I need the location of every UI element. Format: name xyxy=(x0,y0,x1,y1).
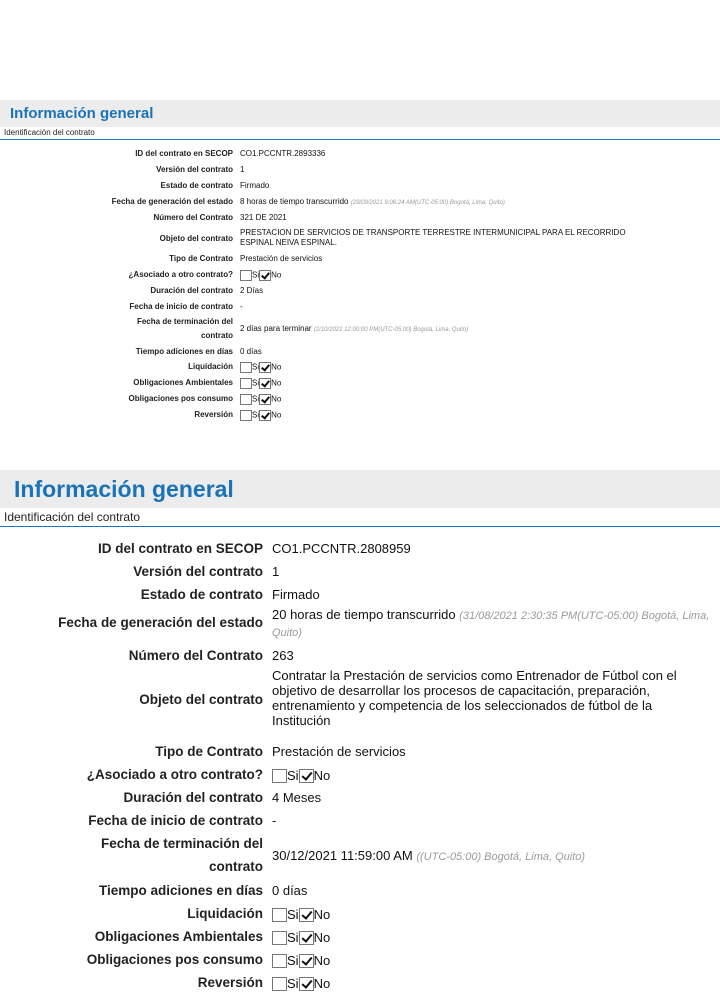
fecha-gen-text: 20 horas de tiempo transcurrido xyxy=(272,607,456,622)
field-value: 1 xyxy=(272,564,280,579)
field-label: Obligaciones pos consumo xyxy=(86,952,263,967)
checkbox-no-checked[interactable] xyxy=(259,410,271,421)
field-value: 4 Meses xyxy=(272,790,322,805)
field-value: PRESTACION DE SERVICIOS DE TRANSPORTE TERRESTRE INTERMUNICIPAL PARA EL RECORRIDO ESPINAL NEIVA ESPINAL. xyxy=(240,228,626,247)
option-si-label: Si xyxy=(252,362,260,372)
field-label: Fecha de inicio de contrato xyxy=(129,302,233,311)
checkbox-si[interactable] xyxy=(272,769,287,783)
option-no-label: No xyxy=(313,930,331,946)
fecha-gen-note: (29/09/2021 9:06:24 AM(UTC-05:00) Bogotá, Lima, Quito) xyxy=(350,200,505,206)
field-label: Fecha de generación del estado xyxy=(58,615,263,630)
field-value: 0 días xyxy=(272,883,308,898)
fecha-gen-note: (31/08/2021 2:30:35 PM(UTC-05:00) Bogotá, Lima, Quito) xyxy=(272,610,710,639)
section-subtitle: Identificación del contrato xyxy=(0,508,720,527)
field-value xyxy=(272,607,712,641)
field-label: Objeto del contrato xyxy=(139,692,263,707)
contract-section-1 xyxy=(0,100,720,440)
field-label: Liquidación xyxy=(188,362,233,371)
section-title: Información general xyxy=(14,476,234,502)
field-label: Tipo de Contrato xyxy=(169,254,233,263)
field-label: Tiempo adiciones en días xyxy=(98,883,263,898)
radio-group xyxy=(272,906,712,922)
option-no-label: No xyxy=(271,410,282,420)
field-label: Número del Contrato xyxy=(153,213,233,222)
checkbox-no-checked[interactable] xyxy=(299,954,314,968)
field-label: ¿Asociado a otro contrato? xyxy=(128,270,233,279)
option-si-label: Si xyxy=(252,270,260,280)
radio-group xyxy=(272,929,712,945)
option-no-label: No xyxy=(271,270,282,280)
field-label: Tiempo adiciones en días xyxy=(135,347,233,356)
field-label: ID del contrato en SECOP xyxy=(97,541,263,556)
option-si-label: Si xyxy=(287,953,299,969)
option-si-label: Si xyxy=(252,394,260,404)
field-label: Número del Contrato xyxy=(128,648,263,663)
field-label: Versión del contrato xyxy=(133,564,263,579)
field-label: Estado de contrato xyxy=(140,587,263,602)
field-value: Contratar la Prestación de servicios como Entrenador de Fútbol con el objetivo de desarrollar los procesos de capacitación, preparación, entrenamiento y competencia de los seleccionados de fútbol de la Institución xyxy=(272,668,677,728)
field-value xyxy=(272,848,712,865)
termino-text: 30/12/2021 11:59:00 AM xyxy=(272,848,413,863)
field-label-line-2: contrato xyxy=(209,859,263,874)
checkbox-si[interactable] xyxy=(240,270,252,281)
option-no-label: No xyxy=(313,907,331,923)
field-label: Obligaciones Ambientales xyxy=(133,378,233,387)
field-value: Firmado xyxy=(240,181,270,190)
field-value: - xyxy=(240,302,243,311)
section-header xyxy=(0,100,720,127)
checkbox-si[interactable] xyxy=(240,394,252,405)
field-label: Reversión xyxy=(197,975,263,990)
field-value: Firmado xyxy=(272,587,320,602)
option-no-label: No xyxy=(313,768,331,784)
section-header xyxy=(0,470,720,508)
field-label: ¿Asociado a otro contrato? xyxy=(86,767,263,782)
radio-group xyxy=(240,410,680,421)
field-value xyxy=(240,197,680,208)
field-list xyxy=(0,140,720,440)
option-no-label: No xyxy=(313,976,331,992)
checkbox-no-checked[interactable] xyxy=(299,977,314,991)
checkbox-no-checked[interactable] xyxy=(299,769,314,783)
field-label: Versión del contrato xyxy=(156,165,233,174)
checkbox-no-checked[interactable] xyxy=(299,931,314,945)
checkbox-si[interactable] xyxy=(272,931,287,945)
checkbox-si[interactable] xyxy=(240,362,252,373)
field-value: 263 xyxy=(272,648,294,663)
checkbox-si[interactable] xyxy=(272,977,287,991)
option-si-label: Si xyxy=(252,410,260,420)
termino-text: 2 días para terminar xyxy=(240,324,312,333)
option-no-label: No xyxy=(271,378,282,388)
option-si-label: Si xyxy=(287,976,299,992)
option-si-label: Si xyxy=(287,930,299,946)
field-label: Duración del contrato xyxy=(150,286,233,295)
field-label-line-2: contrato xyxy=(201,331,233,340)
field-value: 321 DE 2021 xyxy=(240,213,287,222)
radio-group xyxy=(240,394,680,405)
field-label: Obligaciones pos consumo xyxy=(128,394,233,403)
field-label: ID del contrato en SECOP xyxy=(135,149,233,158)
checkbox-no-checked[interactable] xyxy=(299,908,314,922)
option-no-label: No xyxy=(271,394,282,404)
field-value: 0 días xyxy=(240,347,262,356)
option-si-label: Si xyxy=(252,378,260,388)
field-value: CO1.PCCNTR.2808959 xyxy=(272,541,411,556)
contract-section-2 xyxy=(0,470,720,992)
field-value: Prestación de servicios xyxy=(272,744,406,759)
field-label-line-1: Fecha de terminación del xyxy=(100,836,263,851)
termino-note: ((UTC-05:00) Bogotá, Lima, Quito) xyxy=(416,851,586,863)
checkbox-no-checked[interactable] xyxy=(259,270,271,281)
field-label: Fecha de generación del estado xyxy=(111,197,233,206)
field-label: Estado de contrato xyxy=(160,181,233,190)
field-value: CO1.PCCNTR.2893336 xyxy=(240,149,326,158)
field-label: Objeto del contrato xyxy=(159,234,233,243)
fecha-gen-text: 8 horas de tiempo transcurrido xyxy=(240,197,349,206)
field-value xyxy=(240,324,680,335)
field-value: - xyxy=(272,813,277,828)
radio-group xyxy=(240,362,680,373)
option-no-label: No xyxy=(313,953,331,969)
checkbox-no-checked[interactable] xyxy=(259,394,271,405)
option-no-label: No xyxy=(271,362,282,372)
checkbox-si[interactable] xyxy=(240,378,252,389)
field-label-line-1: Fecha de terminación del xyxy=(136,317,233,326)
radio-group xyxy=(272,767,712,783)
checkbox-si[interactable] xyxy=(240,410,252,421)
field-label: Liquidación xyxy=(187,906,263,921)
field-label: Obligaciones Ambientales xyxy=(94,929,263,944)
option-si-label: Si xyxy=(287,907,299,923)
checkbox-no-checked[interactable] xyxy=(259,362,271,373)
field-value: 2 Días xyxy=(240,286,264,295)
radio-group xyxy=(272,952,712,968)
checkbox-si[interactable] xyxy=(272,908,287,922)
field-label: Tipo de Contrato xyxy=(155,744,263,759)
checkbox-si[interactable] xyxy=(272,954,287,968)
field-label: Fecha de inicio de contrato xyxy=(88,813,263,828)
section-title: Información general xyxy=(10,105,154,122)
radio-group xyxy=(240,270,680,281)
option-si-label: Si xyxy=(287,768,299,784)
section-subtitle: Identificación del contrato xyxy=(0,127,720,140)
field-label: Reversión xyxy=(194,410,233,419)
checkbox-no-checked[interactable] xyxy=(259,378,271,389)
termino-note: (2/10/2021 12:00:00 PM(UTC-05:00) Bogotá, Lima, Quito) xyxy=(313,327,469,333)
field-label: Duración del contrato xyxy=(123,790,263,805)
field-value: 1 xyxy=(240,165,245,174)
radio-group xyxy=(240,378,680,389)
field-value: Prestación de servicios xyxy=(240,254,323,263)
radio-group xyxy=(272,975,712,991)
